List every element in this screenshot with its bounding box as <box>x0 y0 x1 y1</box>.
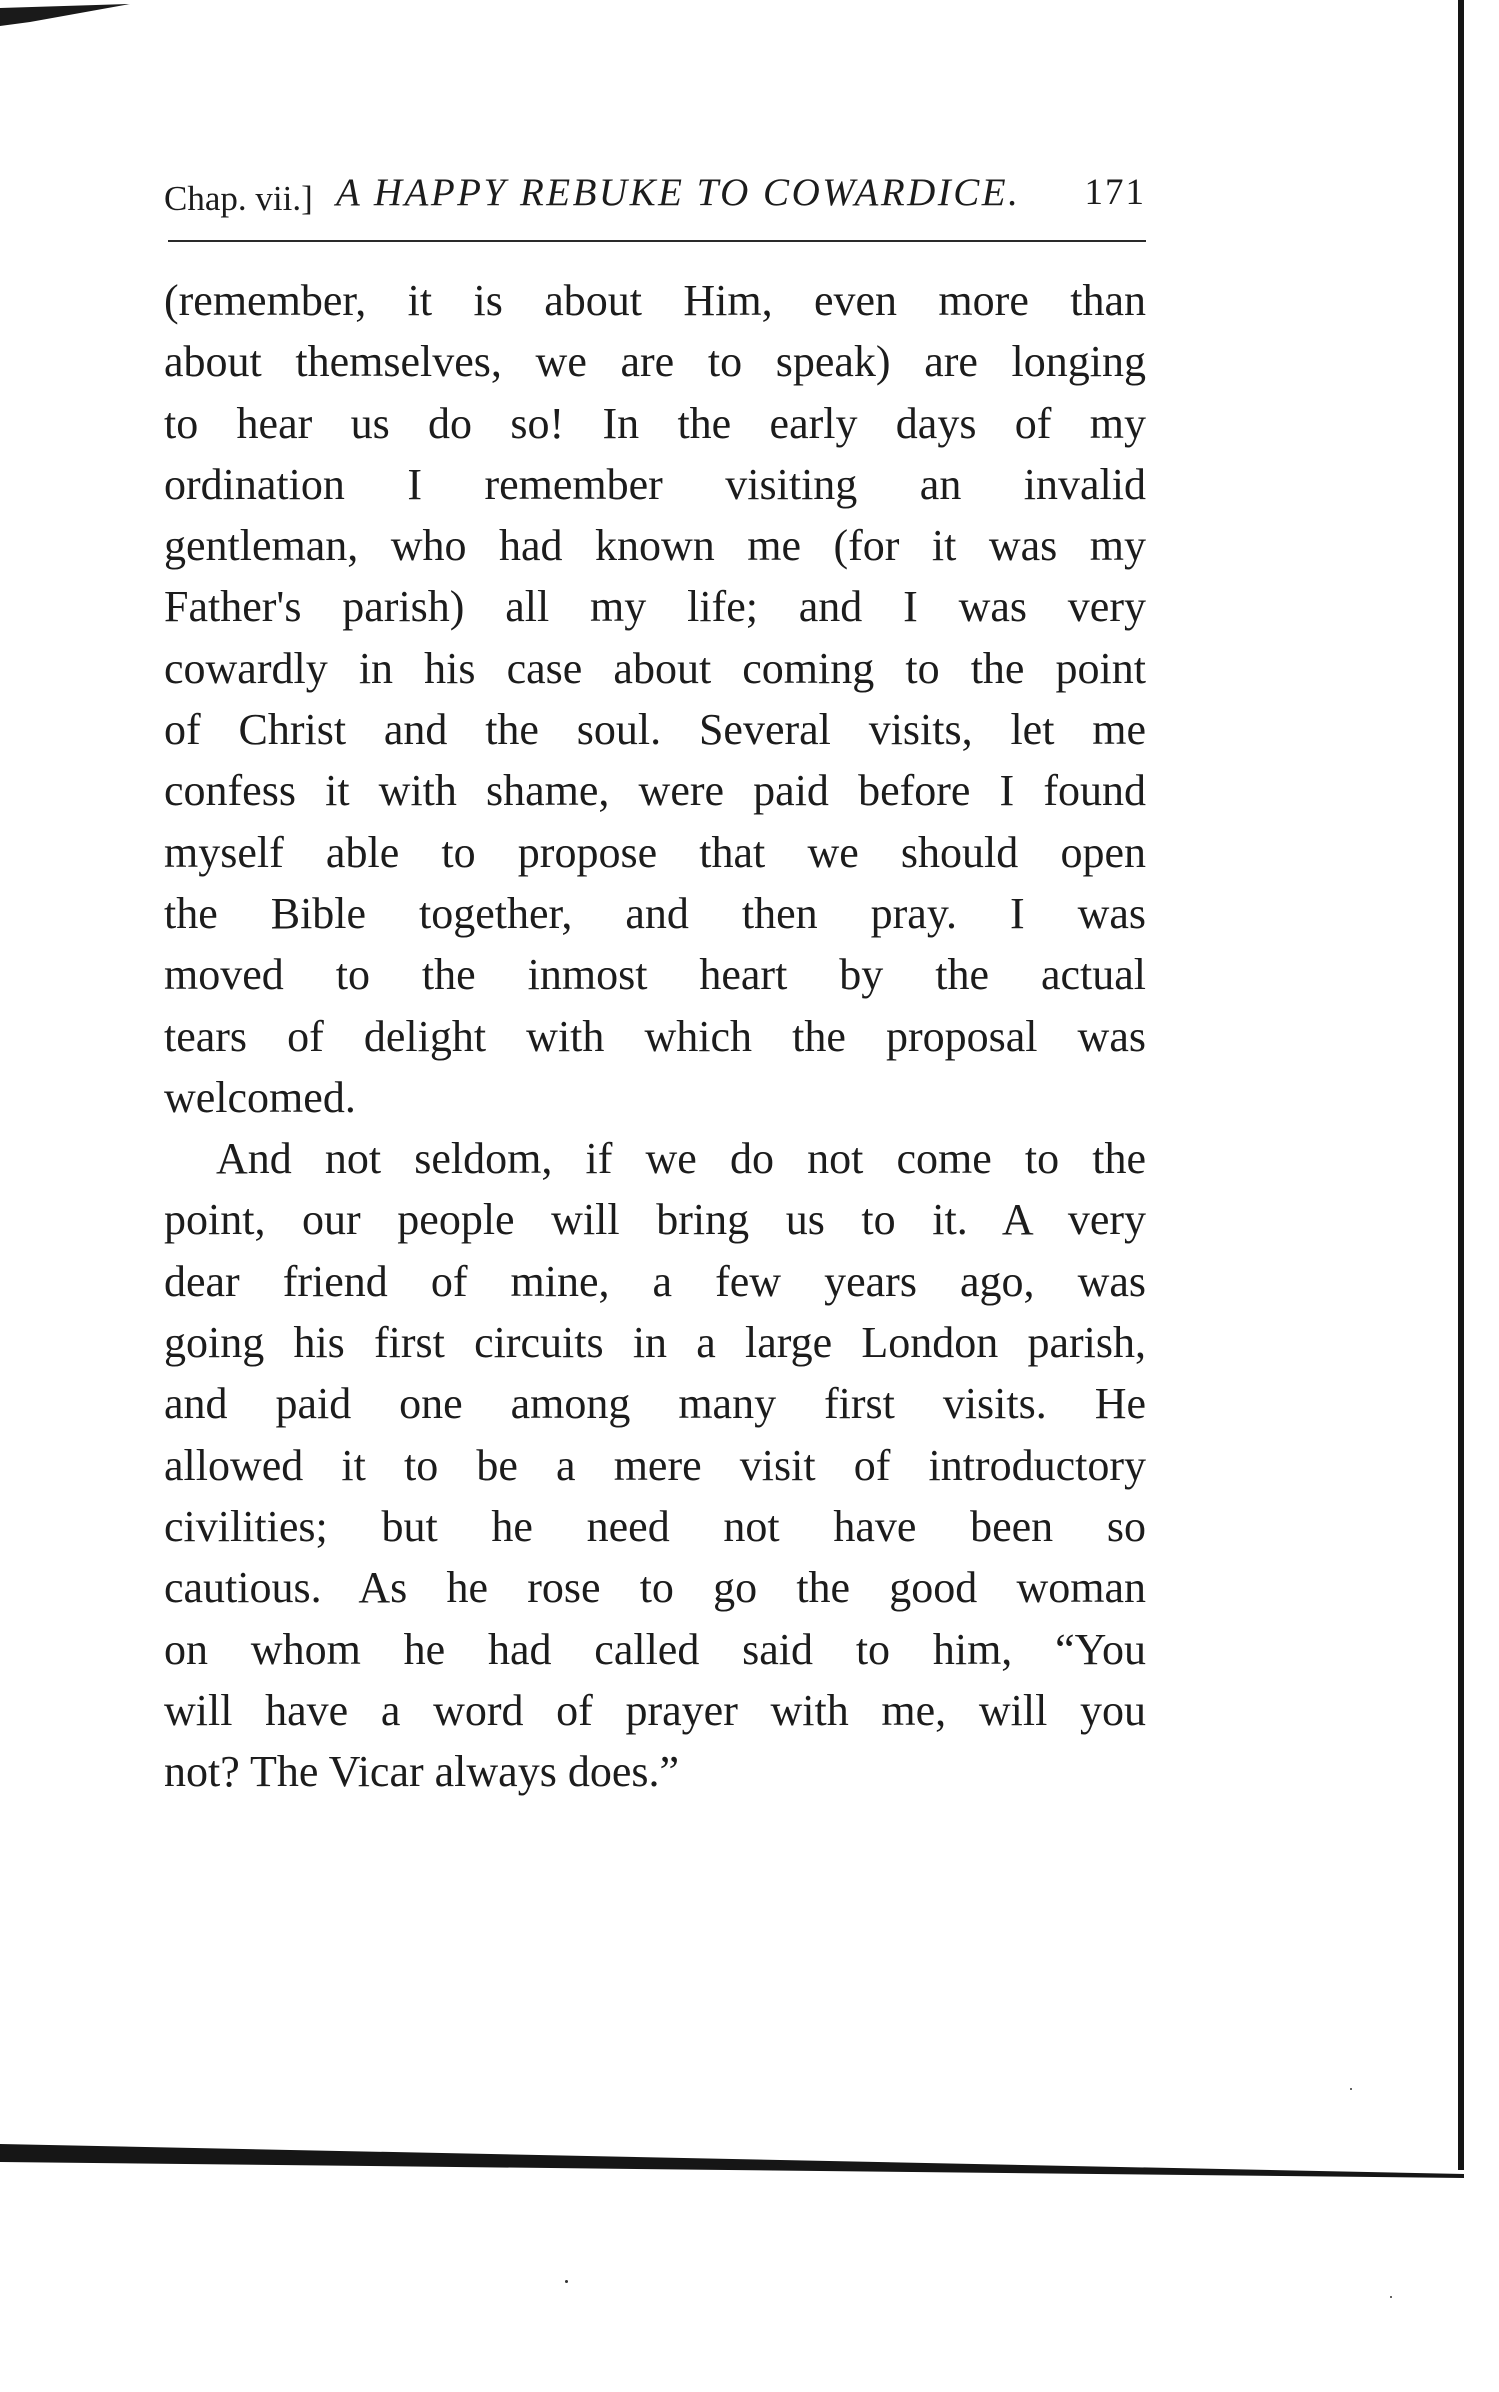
running-head <box>164 163 1146 223</box>
text-line: about themselves, we are to speak) are longing <box>164 337 1146 387</box>
text-line: (remember, it is about Him, even more than <box>164 276 1146 325</box>
text-line: moved to the inmost heart by the actual <box>164 950 1146 1000</box>
chapter-label: Chap. vii.] <box>164 179 313 218</box>
text-line: ordination I remember visiting an invalid <box>164 459 1146 509</box>
text-line: not? The Vicar always does.” <box>164 1747 680 1797</box>
text-line: the Bible together, and then pray. I was <box>164 888 1146 938</box>
scan-corner-mark <box>0 0 140 40</box>
scan-right-edge-rule <box>1458 0 1464 2170</box>
page-number: 171 <box>1084 172 1146 213</box>
scan-speck <box>1390 2296 1392 2298</box>
text-line: going his first circuits in a large London parish, <box>164 1318 1146 1368</box>
text-line: dear friend of mine, a few years ago, was <box>164 1256 1146 1306</box>
text-line: of Christ and the soul. Several visits, let me <box>164 705 1146 755</box>
text-line: allowed it to be a mere visit of introductory <box>164 1440 1146 1490</box>
text-line: welcomed. <box>164 1072 356 1122</box>
chapter-title: A HAPPY REBUKE TO COWARDICE. <box>336 171 1021 214</box>
text-line: Father's parish) all my life; and I was very <box>164 582 1146 632</box>
scan-bottom-edge-rule <box>0 2140 1464 2180</box>
text-line: cowardly in his case about coming to the point <box>164 643 1146 693</box>
text-line: and paid one among many first visits. He <box>164 1379 1146 1429</box>
text-line: will have a word of prayer with me, will you <box>164 1685 1146 1735</box>
scan-speck <box>1350 2088 1352 2090</box>
text-line: to hear us do so! In the early days of my <box>164 398 1146 448</box>
header-rule <box>168 240 1146 242</box>
paragraph <box>164 1128 1146 1802</box>
text-line: gentleman, who had known me (for it was my <box>164 521 1146 571</box>
scan-speck <box>565 2280 568 2283</box>
text-line: And not seldom, if we do not come to the <box>216 1134 1146 1184</box>
text-line: confess it with shame, were paid before I found <box>164 766 1146 816</box>
text-line: civilities; but he need not have been so <box>164 1501 1146 1551</box>
paragraph <box>164 270 1146 1128</box>
text-line: point, our people will bring us to it. A very <box>164 1195 1146 1245</box>
text-line: on whom he had called said to him, “You <box>164 1624 1146 1674</box>
text-line: cautious. As he rose to go the good woman <box>164 1563 1146 1613</box>
text-line: tears of delight with which the proposal was <box>164 1011 1146 1061</box>
text-line: myself able to propose that we should open <box>164 827 1146 877</box>
body-text <box>164 270 1146 1802</box>
